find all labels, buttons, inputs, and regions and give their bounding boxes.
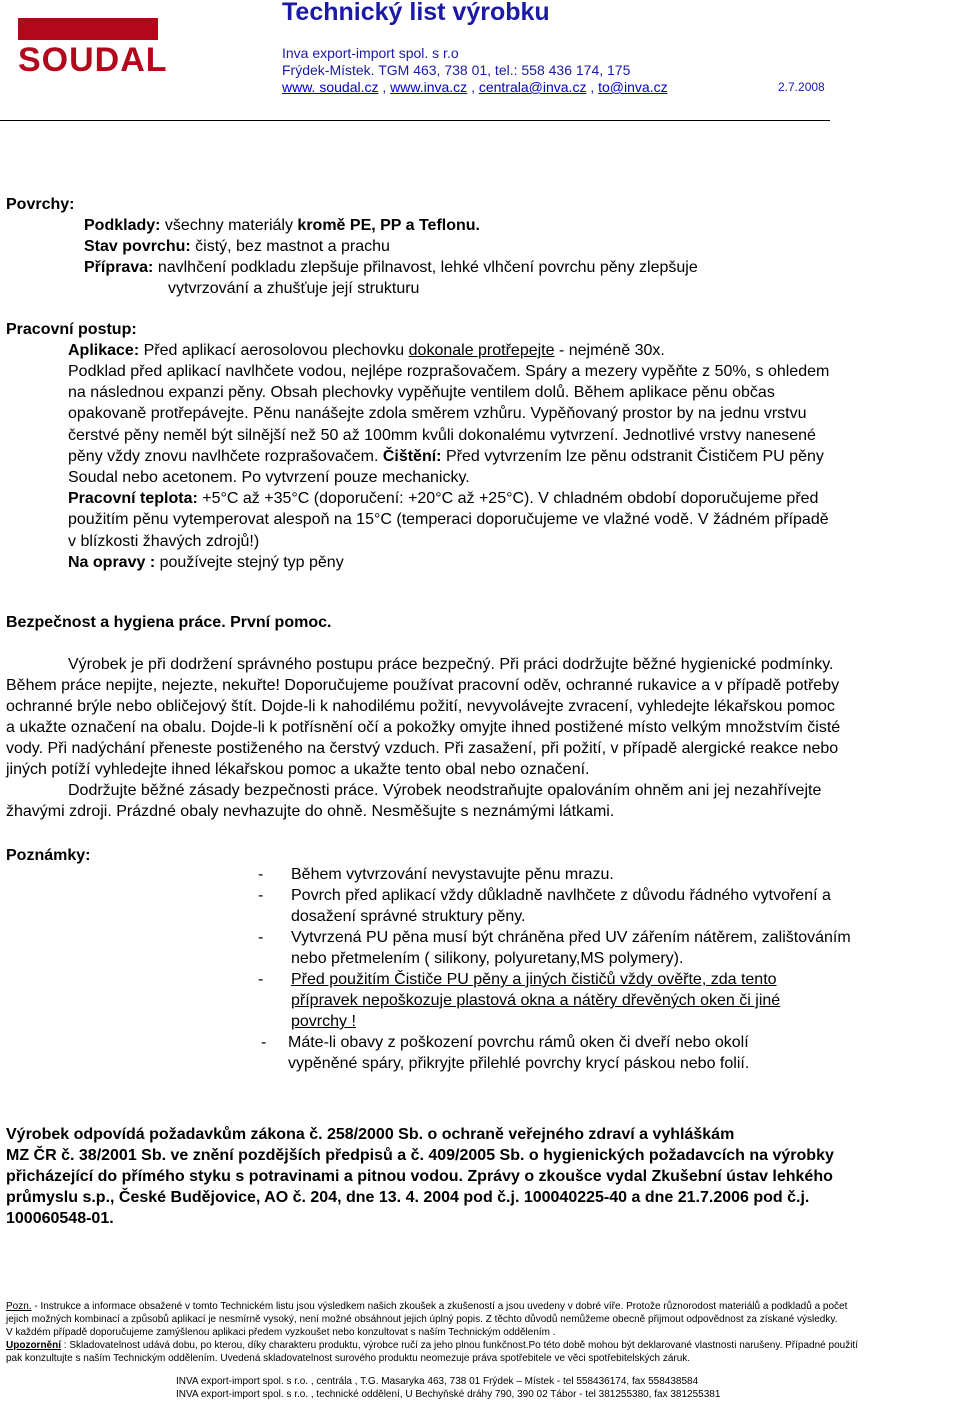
repair-line [68, 552, 956, 573]
procedure-line-2: na následnou expanzi pěny. Obsah plechovky vypěňujte ventilem dolů. Během aplikace pěnu občas [68, 384, 775, 402]
substrates-line [84, 215, 480, 236]
note-dash-3: - [258, 929, 264, 946]
page-title: Technický list výrobku [282, 0, 550, 26]
temperature-label: Pracovní teplota: [68, 490, 198, 508]
safety-line-1: Výrobek je při dodržení správného postupu práce bezpečný. Při práci dodržujte běžné hygienické podmínky. [68, 656, 834, 673]
safety-line-5: vody. Při nadýchání přeneste postiženého na čerstvý vzduch. Při zasažení, při požití, v případě alergické reakce nebo [6, 740, 839, 757]
procedure-heading: Pracovní postup: [6, 321, 137, 338]
note-4-line-2: přípravek nepoškozuje plastová okna a nátěry dřevěných oken či jiné [291, 992, 781, 1009]
cleaning-label: Čištění: [382, 447, 442, 465]
company-address: Frýdek-Místek. TGM 463, 738 01, tel.: 558 436 174, 175 [282, 62, 631, 78]
header-divider [0, 120, 830, 121]
note-dash-2: - [258, 887, 264, 904]
temperature-line-2: použitím pěnu vytemperovat alespoň na 15°C (temperaci doporučujeme ve vlažné vodě. V žádném případě [68, 511, 829, 529]
prep-label: Příprava: [84, 259, 154, 276]
state-label: Stav povrchu: [84, 238, 191, 255]
footer-note-line-3: V každém případě doporučujeme zamýšlenou aplikaci předem vyzkoušet nebo konzultovat s naším Technickým oddělením . [6, 1327, 556, 1338]
note-4-line-1: Před použitím Čističe PU pěny a jiných čističů vždy ověřte, zda tento [291, 971, 777, 988]
note-3-line-2: nebo přetmelením ( silikony, polyuretany,MS polymery). [291, 950, 684, 967]
prep-text-1: navlhčení podkladu zlepšuje přilnavost, lehké vlhčení povrchu pěny zlepšuje [157, 259, 698, 276]
compliance-line-1: Výrobek odpovídá požadavkům zákona č. 258/2000 Sb. o ochraně veřejného zdraví a vyhláškám [6, 1126, 735, 1143]
safety-line-7: Dodržujte běžné zásady bezpečnosti práce. Výrobek neodstraňujte opalováním ohněm ani jej nezahřívejte [68, 782, 822, 799]
state-line [84, 236, 390, 257]
repair-label: Na opravy : [68, 553, 156, 571]
temperature-text: +5°C až +35°C (doporučení: +20°C až +25°C). V chladném období doporučujeme před [197, 490, 819, 508]
note-2-line-1: Povrch před aplikací vždy důkladně navlhčete z důvodu řádného vytvoření a [291, 887, 831, 904]
substrates-bold: kromě PE, PP a Teflonu. [297, 217, 480, 234]
application-label: Aplikace: [68, 342, 140, 359]
note-5-line-2: vypěněné spáry, přikryjte přilehlé povrchy krycí páskou nebo folií. [288, 1055, 750, 1072]
cleaning-post: Před vytvrzením lze pěnu odstranit Čističem PU pěny [441, 447, 824, 465]
safety-line-2: Během práce nepijte, nejezte, nekuřte! Doporučujeme používat pracovní oděv, ochranné rukavice a v případě potřeby [6, 677, 840, 694]
footer-note-line-2: jejich možných kombinací a způsobů aplikací je nesmírně vysoký, není možné obsáhnout jejich úplný popis. Z těchto důvodů nemůžeme obecně přijmout odpovědnost za získané výsledky. [6, 1314, 838, 1325]
header-links: www. soudal.cz , www.inva.cz , centrala@inva.cz , to@inva.cz [282, 79, 668, 95]
state-text: čistý, bez mastnot a prachu [195, 238, 390, 255]
substrates-label: Podklady: [84, 217, 161, 234]
safety-heading: Bezpečnost a hygiena práce. První pomoc. [6, 614, 332, 631]
logo-text: SOUDAL [18, 41, 168, 79]
footer-contact-1: INVA export-import spol. s r.o. , centrála , T.G. Masaryka 463, 738 01 Frýdek – Místek - tel 558436174, fax 558438584 [176, 1376, 699, 1387]
procedure-line-1 [68, 361, 956, 382]
safety-line-8: žhavými zdroji. Prázdné obaly nevhazujte do ohně. Nesměšujte s neznámými látkami. [6, 803, 615, 820]
logo-red-bar [18, 18, 158, 40]
link-inva[interactable]: www.inva.cz [390, 79, 468, 95]
surfaces-heading: Povrchy: [6, 196, 75, 213]
compliance-line-3: přicházející do přímého styku s potravinami a pitnou vodou. Zprávy o zkoušce vydal Zkušební ústav lehkého [6, 1168, 833, 1185]
footer-warning-line-2: pak konzultujte s naším Technickým oddělením. Uvedená skladovatelnost surového produktu neomezuje práva spotřebitele ve věci spotřebitelských záruk. [6, 1353, 691, 1364]
note-4-line-3: povrchy ! [291, 1013, 356, 1030]
document-date: 2.7.2008 [778, 80, 825, 94]
substrates-text: všechny materiály [164, 217, 298, 234]
procedure-line-4: čerstvé pěny neměl být silnější než 50 až 100mm kvůli dokonalému vytvrzení. Jednotlivé vrstvy nanesené [68, 426, 816, 444]
prep-line [84, 257, 698, 278]
note-2-line-2: dosažení správné struktury pěny. [291, 908, 526, 925]
prep-text-2: vytvrzování a zhušťuje její strukturu [168, 280, 420, 297]
note-5-line-1: Máte-li obavy z poškození povrchu rámů oken či dveří nebo okolí [288, 1034, 749, 1051]
footer-note-label: Pozn. [6, 1301, 32, 1312]
compliance-line-5: 100060548-01. [6, 1210, 114, 1227]
cleaning-line [68, 446, 956, 467]
compliance-line-2: MZ ČR č. 38/2001 Sb. ve znění pozdějších předpisů a č. 409/2005 Sb. o hygienických požadavcích na výrobky [6, 1147, 834, 1164]
compliance-line-4: průmyslu s.p., České Budějovice, AO č. 204, dne 13. 4. 2004 pod č.j. 100040225-40 a dne 21.7.2006 pod č.j. [6, 1189, 810, 1206]
note-dash-1: - [258, 866, 264, 883]
application-text-b: - nejméně 30x. [554, 342, 665, 359]
link-to-email[interactable]: to@inva.cz [598, 79, 668, 95]
note-dash-5: - [261, 1034, 267, 1051]
soudal-logo [18, 18, 168, 80]
safety-line-3: ochranné brýle nebo obličejový štít. Dojde-li k nahodilému požití, nevyvolávejte zvracení, vyhledejte lékařskou pomoc [6, 698, 835, 715]
footer-warning-line-1 [6, 1340, 858, 1353]
application-underlined: dokonale protřepejte [408, 342, 555, 359]
notes-heading: Poznámky: [6, 847, 91, 864]
procedure-paragraph [68, 361, 956, 573]
footer-warning-label: Upozornění [6, 1340, 61, 1351]
safety-line-6: jiných potíží vyhledejte ihned lékařskou pomoc a ukažte tento obal nebo označení. [6, 761, 590, 778]
safety-line-4: a ukažte označení na obalu. Dojde-li k potřísnění očí a pokožky omyjte ihned postižené místo velkým množstvím čisté [6, 719, 841, 736]
temperature-line [68, 488, 956, 509]
procedure-line-1-text: Podklad před aplikací navlhčete vodou, nejlépe rozprašovačem. Spáry a mezery vypěňte z 50%, s ohledem [68, 363, 830, 380]
footer-note-text-1: - Instrukce a informace obsažené v tomto Technickém listu jsou výsledkem našich zkoušek a zkušeností a jsou uvedeny v dobré víře. Protože různorodost materiálů a podkladů a počet [31, 1301, 848, 1312]
footer-note-line-1 [6, 1301, 847, 1314]
repair-text: používejte stejný typ pěny [155, 553, 344, 571]
note-1-line-1: Během vytvrzování nevystavujte pěnu mrazu. [291, 866, 614, 883]
cleaning-line-2: Soudal nebo acetonem. Po vytvrzení pouze mechanicky. [68, 469, 470, 487]
link-centrala-email[interactable]: centrala@inva.cz [478, 79, 587, 95]
company-name: Inva export-import spol. s r.o [282, 45, 459, 61]
application-line [68, 340, 665, 361]
note-dash-4: - [258, 971, 264, 988]
cleaning-pre: pěny vždy znovu navlhčete rozprašovačem. [68, 447, 383, 465]
application-text-a: Před aplikací aerosolovou plechovku [139, 342, 409, 359]
note-3-line-1: Vytvrzená PU pěna musí být chráněna před UV zářením nátěrem, zalištováním [291, 929, 851, 946]
procedure-line-3: opakovaně protřepávejte. Pěnu nanášejte zdola směrem vzhůru. Vypěňovaný prostor by na jednu vrstvu [68, 405, 807, 423]
temperature-line-3: v blízkosti žhavých zdrojů!) [68, 532, 260, 550]
footer-contact-2: INVA export-import spol. s r.o. , technické oddělení, U Bechyňské dráhy 790, 390 02 Tábor - tel 381255380, fax 381255381 [176, 1389, 721, 1400]
link-soudal[interactable]: www. soudal.cz [282, 79, 379, 95]
footer-warning-text-1: : Skladovatelnost udává dobu, po kterou, díky charakteru produktu, výrobce ručí za jeho plnou funkčnost.Po této době mohou být deklarované vlastnosti narušeny. Případné použití [61, 1340, 858, 1351]
